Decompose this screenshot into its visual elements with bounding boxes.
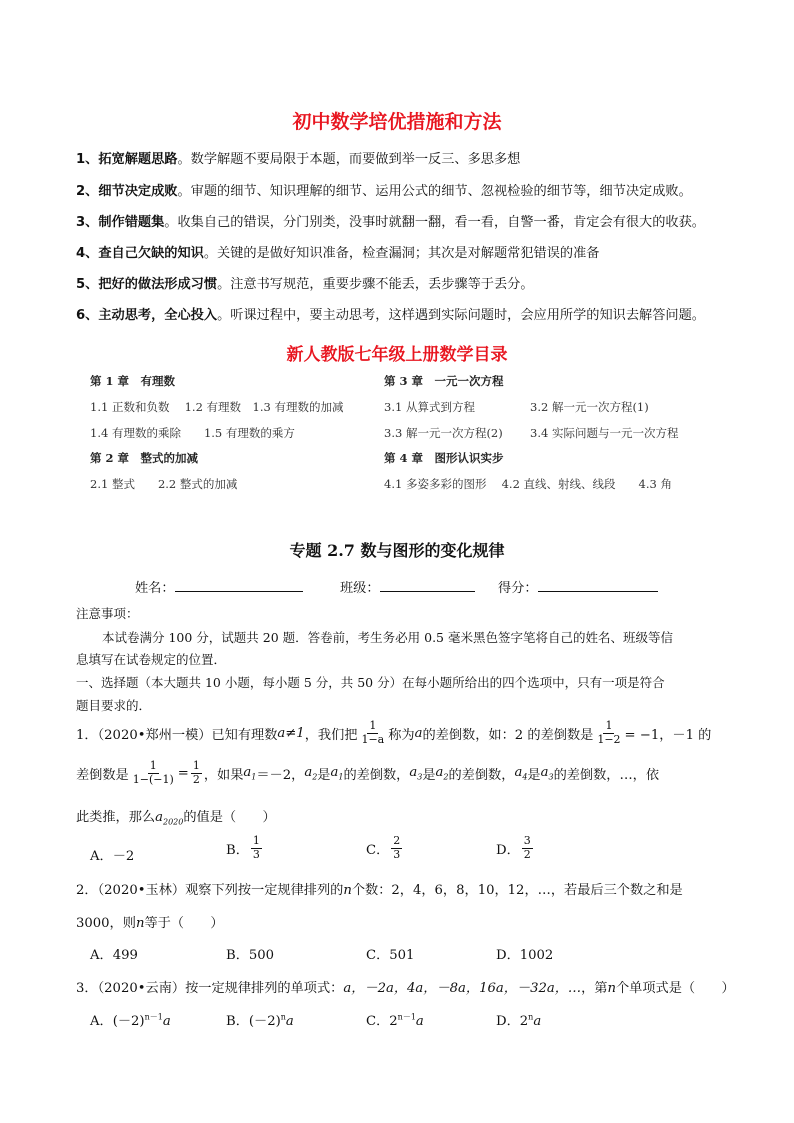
option-exponent: n－1: [144, 1012, 163, 1022]
q1-var: $a_1$: [330, 764, 344, 782]
q1-option-a[interactable]: A．－2: [90, 849, 135, 864]
q2-text: 个数：2，4，6，8，10，12，…，若最后三个数之和是: [351, 883, 683, 898]
question-3-line-1: [76, 977, 735, 996]
q2-var: n: [343, 883, 352, 898]
option-fraction: [522, 835, 533, 861]
notice-label: 注意事项：: [76, 606, 139, 621]
q3-option-d[interactable]: [496, 1010, 541, 1029]
tip-body: 。收集自己的错误，分门别类，没事时就翻一翻，看一看，自警一番，肯定会有很大的收获。: [164, 215, 705, 230]
q1-fraction: [191, 760, 202, 786]
q1-var: $a_3$: [409, 764, 423, 782]
option-var: a: [415, 1014, 424, 1029]
option-fraction: [251, 835, 262, 861]
frac-den: 2: [192, 772, 200, 786]
tip-heading: 拓宽解题思路: [98, 152, 178, 167]
toc-row: 3.2 解一元一次方程(1): [530, 400, 649, 414]
tip-heading: 查自己欠缺的知识: [98, 246, 204, 261]
option-exponent: n: [528, 1012, 534, 1022]
question-1-line-3: [76, 806, 276, 827]
toc-chapter-2: 第 2 章 整式的加减: [90, 451, 199, 465]
q1-text: 称为: [388, 727, 415, 743]
q1-text: 差倒数是: [76, 767, 129, 783]
exam-title: 专题 2.7 数与图形的变化规律: [289, 541, 505, 560]
q1-text: 的差倒数，: [448, 767, 515, 783]
toc-row: 3.1 从算式到方程: [384, 400, 475, 414]
class-field[interactable]: [340, 577, 475, 596]
frac-num: 1: [605, 719, 613, 732]
question-1-line-1: [76, 720, 711, 746]
q3-text: ，第: [581, 981, 608, 996]
toc-row: 2.1 整式 2.2 整式的加减: [90, 477, 238, 491]
name-input-line[interactable]: [175, 579, 303, 592]
question-2-line-2: [76, 912, 224, 931]
toc-row: 3.3 解一元一次方程(2): [384, 426, 503, 440]
toc-title: 新人教版七年级上册数学目录: [286, 345, 508, 365]
frac-num: 1: [369, 719, 377, 732]
option-var: a: [162, 1014, 171, 1029]
option-label: B．: [226, 842, 249, 858]
q1-text: 是: [422, 767, 436, 783]
option-exponent: n: [280, 1012, 286, 1022]
q1-text: 是: [527, 767, 541, 783]
option-label: D．: [496, 842, 520, 858]
tip-body: 。数学解题不要局限于本题，而要做到举一反三、多思多想: [177, 152, 521, 167]
q1-text: 是: [317, 767, 331, 783]
tip-heading: 主动思考，全心投入: [98, 308, 218, 323]
q1-text: 1．（2020•郑州一模）已知有理数: [76, 727, 278, 743]
frac-den: 3: [393, 847, 401, 861]
q1-text: = −1，－1 的: [624, 727, 712, 743]
frac-den: 1−a: [361, 732, 385, 746]
section-heading: 题目要求的．: [76, 698, 152, 713]
tip-heading: 细节决定成败: [98, 184, 178, 199]
q2-var: n: [135, 916, 145, 931]
q1-var: $a_4$: [514, 764, 528, 782]
frac-num: 1: [149, 759, 157, 772]
tip-number: 5、: [76, 277, 99, 292]
notice-text: 本试卷满分 100 分，试题共 20 题．答卷前，考生务必用 0.5 毫米黑色签字笔将自己的姓名、班级等信: [102, 630, 673, 645]
option-text: D．2: [496, 1014, 529, 1029]
option-text: C．2: [366, 1014, 398, 1029]
tip-body: 。注意书写规范，重要步骤不能丢，丢步骤等于丢分。: [217, 277, 534, 292]
q1-option-b[interactable]: [226, 835, 264, 861]
tip-number: 6、: [76, 308, 99, 323]
question-1-line-2: [76, 760, 659, 786]
tip-item: [76, 273, 534, 292]
class-input-line[interactable]: [380, 579, 475, 592]
score-field[interactable]: [498, 577, 658, 596]
q3-option-c[interactable]: [366, 1010, 424, 1029]
section-heading: 一、选择题（本大题共 10 小题，每小题 5 分，共 50 分）在每小题所给出的四个选项中，只有一项是符合: [76, 675, 665, 690]
q1-text: 此类推，那么: [76, 810, 156, 825]
q2-option-d[interactable]: D．1002: [496, 948, 554, 963]
q1-var: $a_{2020}$: [155, 810, 184, 827]
q2-text: 等于（ ）: [144, 916, 224, 931]
q3-sequence: a，－2a，4a，－8a，16a，－32a，…: [343, 981, 582, 996]
tip-number: 1、: [76, 152, 99, 167]
tip-number: 2、: [76, 184, 99, 199]
tip-item: [76, 304, 705, 323]
score-label: 得分：: [498, 581, 538, 596]
option-text: A．(－2): [90, 1014, 145, 1029]
q1-var: a≠1: [277, 725, 305, 741]
tip-heading: 把好的做法形成习惯: [98, 277, 218, 292]
option-var: a: [285, 1014, 294, 1029]
q1-var: $a_3$: [540, 764, 554, 782]
option-fraction: [391, 835, 402, 861]
tip-body: 。听课过程中，要主动思考，这样遇到实际问题时，会应用所学的知识去解答问题。: [217, 308, 705, 323]
q1-text: 的差倒数，: [343, 767, 410, 783]
tip-item: [76, 180, 692, 199]
tip-body: 。审题的细节、知识理解的细节、运用公式的细节、忽视检验的细节等，细节决定成败。: [177, 184, 692, 199]
q2-option-c[interactable]: C．501: [366, 948, 415, 963]
name-field[interactable]: [135, 577, 303, 596]
tip-number: 4、: [76, 246, 99, 261]
q1-text: ，如果: [203, 767, 244, 783]
q3-text: 3．（2020•云南）按一定规律排列的单项式：: [76, 981, 344, 996]
frac-num: 1: [192, 759, 200, 772]
q1-text: 的值是（ ）: [183, 810, 276, 825]
tip-body: 。关键的是做好知识准备，检查漏洞；其次是对解题常犯错误的准备: [203, 246, 600, 261]
q2-option-b[interactable]: B．500: [226, 948, 275, 963]
q1-text: 的差倒数，如：2 的差倒数是: [422, 727, 594, 743]
tip-item: [76, 242, 600, 261]
page-title: 初中数学培优措施和方法: [292, 111, 502, 133]
score-input-line[interactable]: [538, 579, 658, 592]
option-text: B．(－2): [226, 1014, 281, 1029]
q2-text: 2．（2020•玉林）观察下列按一定规律排列的: [76, 883, 344, 898]
q1-var: $a_2$: [304, 764, 318, 782]
tip-item: [76, 211, 705, 230]
frac-den: 1−(−1): [132, 772, 174, 786]
class-label: 班级：: [340, 581, 380, 596]
toc-row: 4.1 多姿多彩的图形 4.2 直线、射线、线段 4.3 角: [384, 477, 672, 491]
option-label: C．: [366, 842, 390, 858]
q3-var: n: [607, 981, 616, 996]
q1-option-c[interactable]: [366, 835, 404, 861]
q1-fraction: [595, 720, 622, 746]
toc-row: 1.4 有理数的乘除 1.5 有理数的乘方: [90, 426, 295, 440]
question-2-line-1: [76, 879, 683, 898]
toc-chapter-3: 第 3 章 一元一次方程: [384, 374, 504, 388]
tip-item: [76, 148, 520, 167]
option-var: a: [533, 1014, 542, 1029]
tip-number: 3、: [76, 215, 99, 230]
toc-chapter-4: 第 4 章 图形认识实步: [384, 451, 504, 465]
q1-fraction: [131, 760, 176, 786]
q1-text: =: [177, 765, 189, 781]
q1-var: $a_2$: [435, 764, 449, 782]
frac-den: 3: [252, 847, 260, 861]
toc-row: 3.4 实际问题与一元一次方程: [530, 426, 679, 440]
q1-text: 的差倒数，…，依: [553, 767, 660, 783]
frac-num: 1: [252, 834, 260, 847]
q1-var: a: [414, 725, 423, 741]
toc-chapter-1: 第 1 章 有理数: [90, 374, 176, 388]
q3-option-a[interactable]: [90, 1010, 171, 1029]
frac-num: 3: [523, 834, 531, 847]
q3-text: 个单项式是（ ）: [615, 981, 735, 996]
q1-text: ＝－2，: [256, 767, 305, 783]
notice-text: 息填写在试卷规定的位置．: [76, 652, 227, 667]
q1-fraction: [359, 720, 386, 746]
q1-option-d[interactable]: [496, 835, 535, 861]
tip-heading: 制作错题集: [98, 215, 165, 230]
frac-den: 1−2: [597, 732, 621, 746]
toc-row: 1.1 正数和负数 1.2 有理数 1.3 有理数的加减: [90, 400, 344, 414]
option-exponent: n－1: [397, 1012, 416, 1022]
frac-num: 2: [393, 834, 401, 847]
q1-text: ，我们把: [304, 727, 358, 743]
frac-den: 2: [523, 847, 531, 861]
q2-text: 3000，则: [76, 916, 136, 931]
q3-option-b[interactable]: [226, 1010, 294, 1029]
q1-var: $a_1$: [243, 764, 257, 782]
q2-option-a[interactable]: A．499: [90, 948, 138, 963]
name-label: 姓名：: [135, 581, 175, 596]
